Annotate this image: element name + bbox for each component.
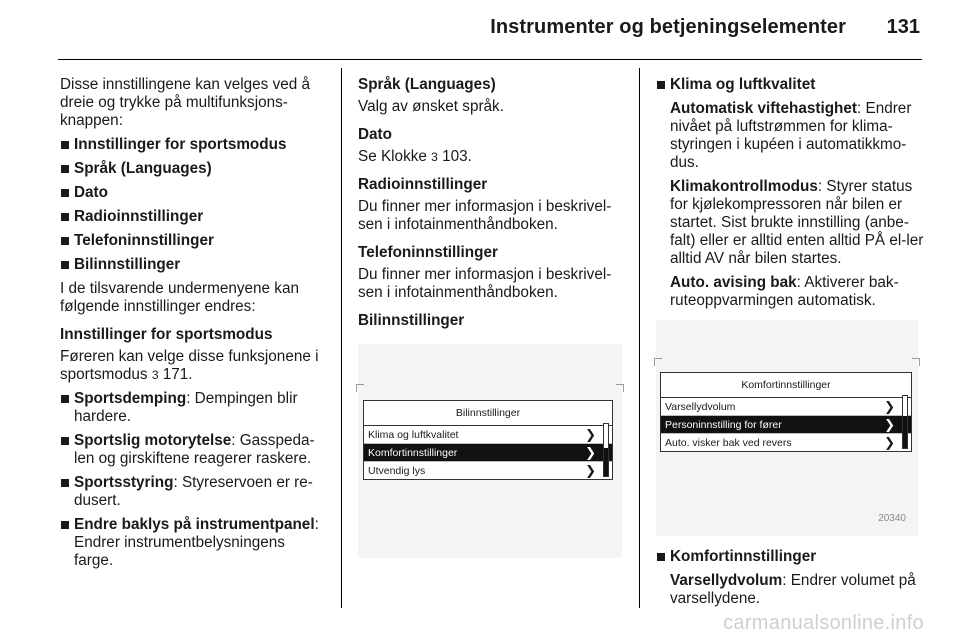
list-item: Innstillinger for sportsmodus [60, 136, 328, 154]
bullet-icon [657, 553, 665, 561]
phone-heading: Telefoninnstillinger [358, 244, 498, 261]
column-1 [60, 76, 328, 570]
fan-speed-text: Automatisk viftehastighet: Endrer nivået på luftstrømmen for klima-styringen i kupéen i automatikkmo-dus. [670, 100, 912, 171]
page-ref-icon: 3 [431, 150, 438, 164]
car-settings-heading: Bilinnstillinger [358, 312, 465, 329]
page-ref-icon: 3 [151, 368, 159, 382]
list-item: Klima og luftkvalitet [656, 76, 924, 94]
bullet-icon [657, 81, 665, 89]
scrollbar[interactable] [902, 395, 908, 449]
watermark: carmanualsonline.info [723, 612, 924, 634]
figure-code: 20340 [878, 513, 906, 524]
column-2 [358, 76, 626, 558]
climate-mode-text: Klimakontrollmodus: Styrer status for kjølekompressoren når bilen er startet. Sist brukte innstilling (anbe-falt) eller er alltid enten alltid PÅ el-ler alltid AV når bilen startes. [670, 178, 924, 267]
chevron-right-icon: ❯ [884, 417, 895, 432]
bullet-icon [61, 189, 69, 197]
submenu-text: I de tilsvarende undermenyene kan følgende innstillinger endres: [60, 280, 299, 315]
bullet-icon [61, 237, 69, 245]
figure-corner-mark [912, 358, 920, 366]
list-item: Bilinnstillinger [60, 256, 328, 274]
chevron-right-icon: ❯ [585, 463, 596, 478]
language-heading: Språk (Languages) [358, 76, 496, 93]
screen-menu-row[interactable]: Auto. visker bak ved revers ❯ [665, 435, 895, 450]
chevron-right-icon: ❯ [884, 435, 895, 450]
bullet-icon [61, 479, 69, 487]
list-item: Sportslig motorytelse: Gasspeda-len og girskiftene reagerer raskere. [60, 432, 328, 468]
page-ref[interactable]: 171. [162, 366, 193, 383]
warning-volume-text: Varsellydvolum: Endrer volumet på varsellydene. [670, 572, 916, 607]
scrollbar[interactable] [603, 423, 609, 477]
radio-heading: Radioinnstillinger [358, 176, 488, 193]
screen-menu-row[interactable]: Utvendig lys ❯ [368, 463, 596, 478]
screen-menu-row-selected[interactable]: Komfortinnstillinger ❯ [364, 444, 612, 462]
scrollbar-thumb[interactable] [604, 448, 608, 476]
page-number: 131 [886, 16, 920, 38]
column-divider-1 [341, 68, 342, 608]
list-item: Komfortinnstillinger [656, 548, 924, 566]
list-item: Språk (Languages) [60, 160, 328, 178]
list-item: Dato [60, 184, 328, 202]
page-title: Instrumenter og betjeningselementer [490, 16, 846, 38]
figure-corner-mark [654, 358, 662, 366]
header-rule [58, 59, 922, 60]
list-item: Sportsstyring: Styreservoen er re-dusert. [60, 474, 328, 510]
list-item: Sportsdemping: Dempingen blir hardere. [60, 390, 328, 426]
column-3 [656, 76, 924, 612]
screen-menu-row[interactable]: Varsellydvolum ❯ [661, 398, 911, 416]
date-heading: Dato [358, 126, 392, 143]
phone-text: Du finner mer informasjon i beskrivel-sen i infotainmenthåndboken. [358, 266, 612, 301]
figure-corner-mark [616, 384, 624, 392]
date-text: Se Klokke 3 103. [358, 148, 472, 165]
language-text: Valg av ønsket språk. [358, 98, 504, 115]
sport-heading: Innstillinger for sportsmodus [60, 326, 273, 343]
display-screen [363, 400, 613, 480]
screen-title: Bilinnstillinger [364, 401, 612, 426]
comfort-settings-figure [656, 320, 918, 536]
figure-corner-mark [356, 384, 364, 392]
bullet-icon [61, 261, 69, 269]
intro-text: Disse innstillingene kan velges ved å dreie og trykke på multifunksjons-knappen: [60, 76, 310, 129]
screen-menu-row-selected[interactable]: Personinnstilling for fører ❯ [661, 416, 911, 434]
screen-menu-row[interactable]: Klima og luftkvalitet ❯ [364, 426, 612, 444]
rear-defog-text: Auto. avising bak: Aktiverer bak-ruteoppvarmingen automatisk. [670, 274, 899, 309]
chevron-right-icon: ❯ [585, 445, 596, 460]
radio-text: Du finner mer informasjon i beskrivel-sen i infotainmenthåndboken. [358, 198, 612, 233]
car-settings-figure [358, 344, 622, 558]
bullet-icon [61, 165, 69, 173]
screen-title: Komfortinnstillinger [661, 373, 911, 398]
bullet-icon [61, 395, 69, 403]
chevron-right-icon: ❯ [585, 427, 596, 442]
column-divider-2 [639, 68, 640, 608]
bullet-icon [61, 213, 69, 221]
bullet-icon [61, 437, 69, 445]
display-screen [660, 372, 912, 452]
list-item: Telefoninnstillinger [60, 232, 328, 250]
bullet-icon [61, 141, 69, 149]
list-item: Radioinnstillinger [60, 208, 328, 226]
bullet-icon [61, 521, 69, 529]
scrollbar-thumb[interactable] [903, 416, 907, 448]
settings-menu-list [60, 136, 328, 274]
chevron-right-icon: ❯ [884, 399, 895, 414]
list-item: Endre baklys på instrumentpanel: Endrer instrumentbelysningens farge. [60, 516, 328, 570]
page-ref[interactable]: 103. [442, 148, 472, 165]
page-header [0, 0, 960, 60]
sport-text: Føreren kan velge disse funksjonene i sportsmodus 3 171. [60, 348, 319, 383]
